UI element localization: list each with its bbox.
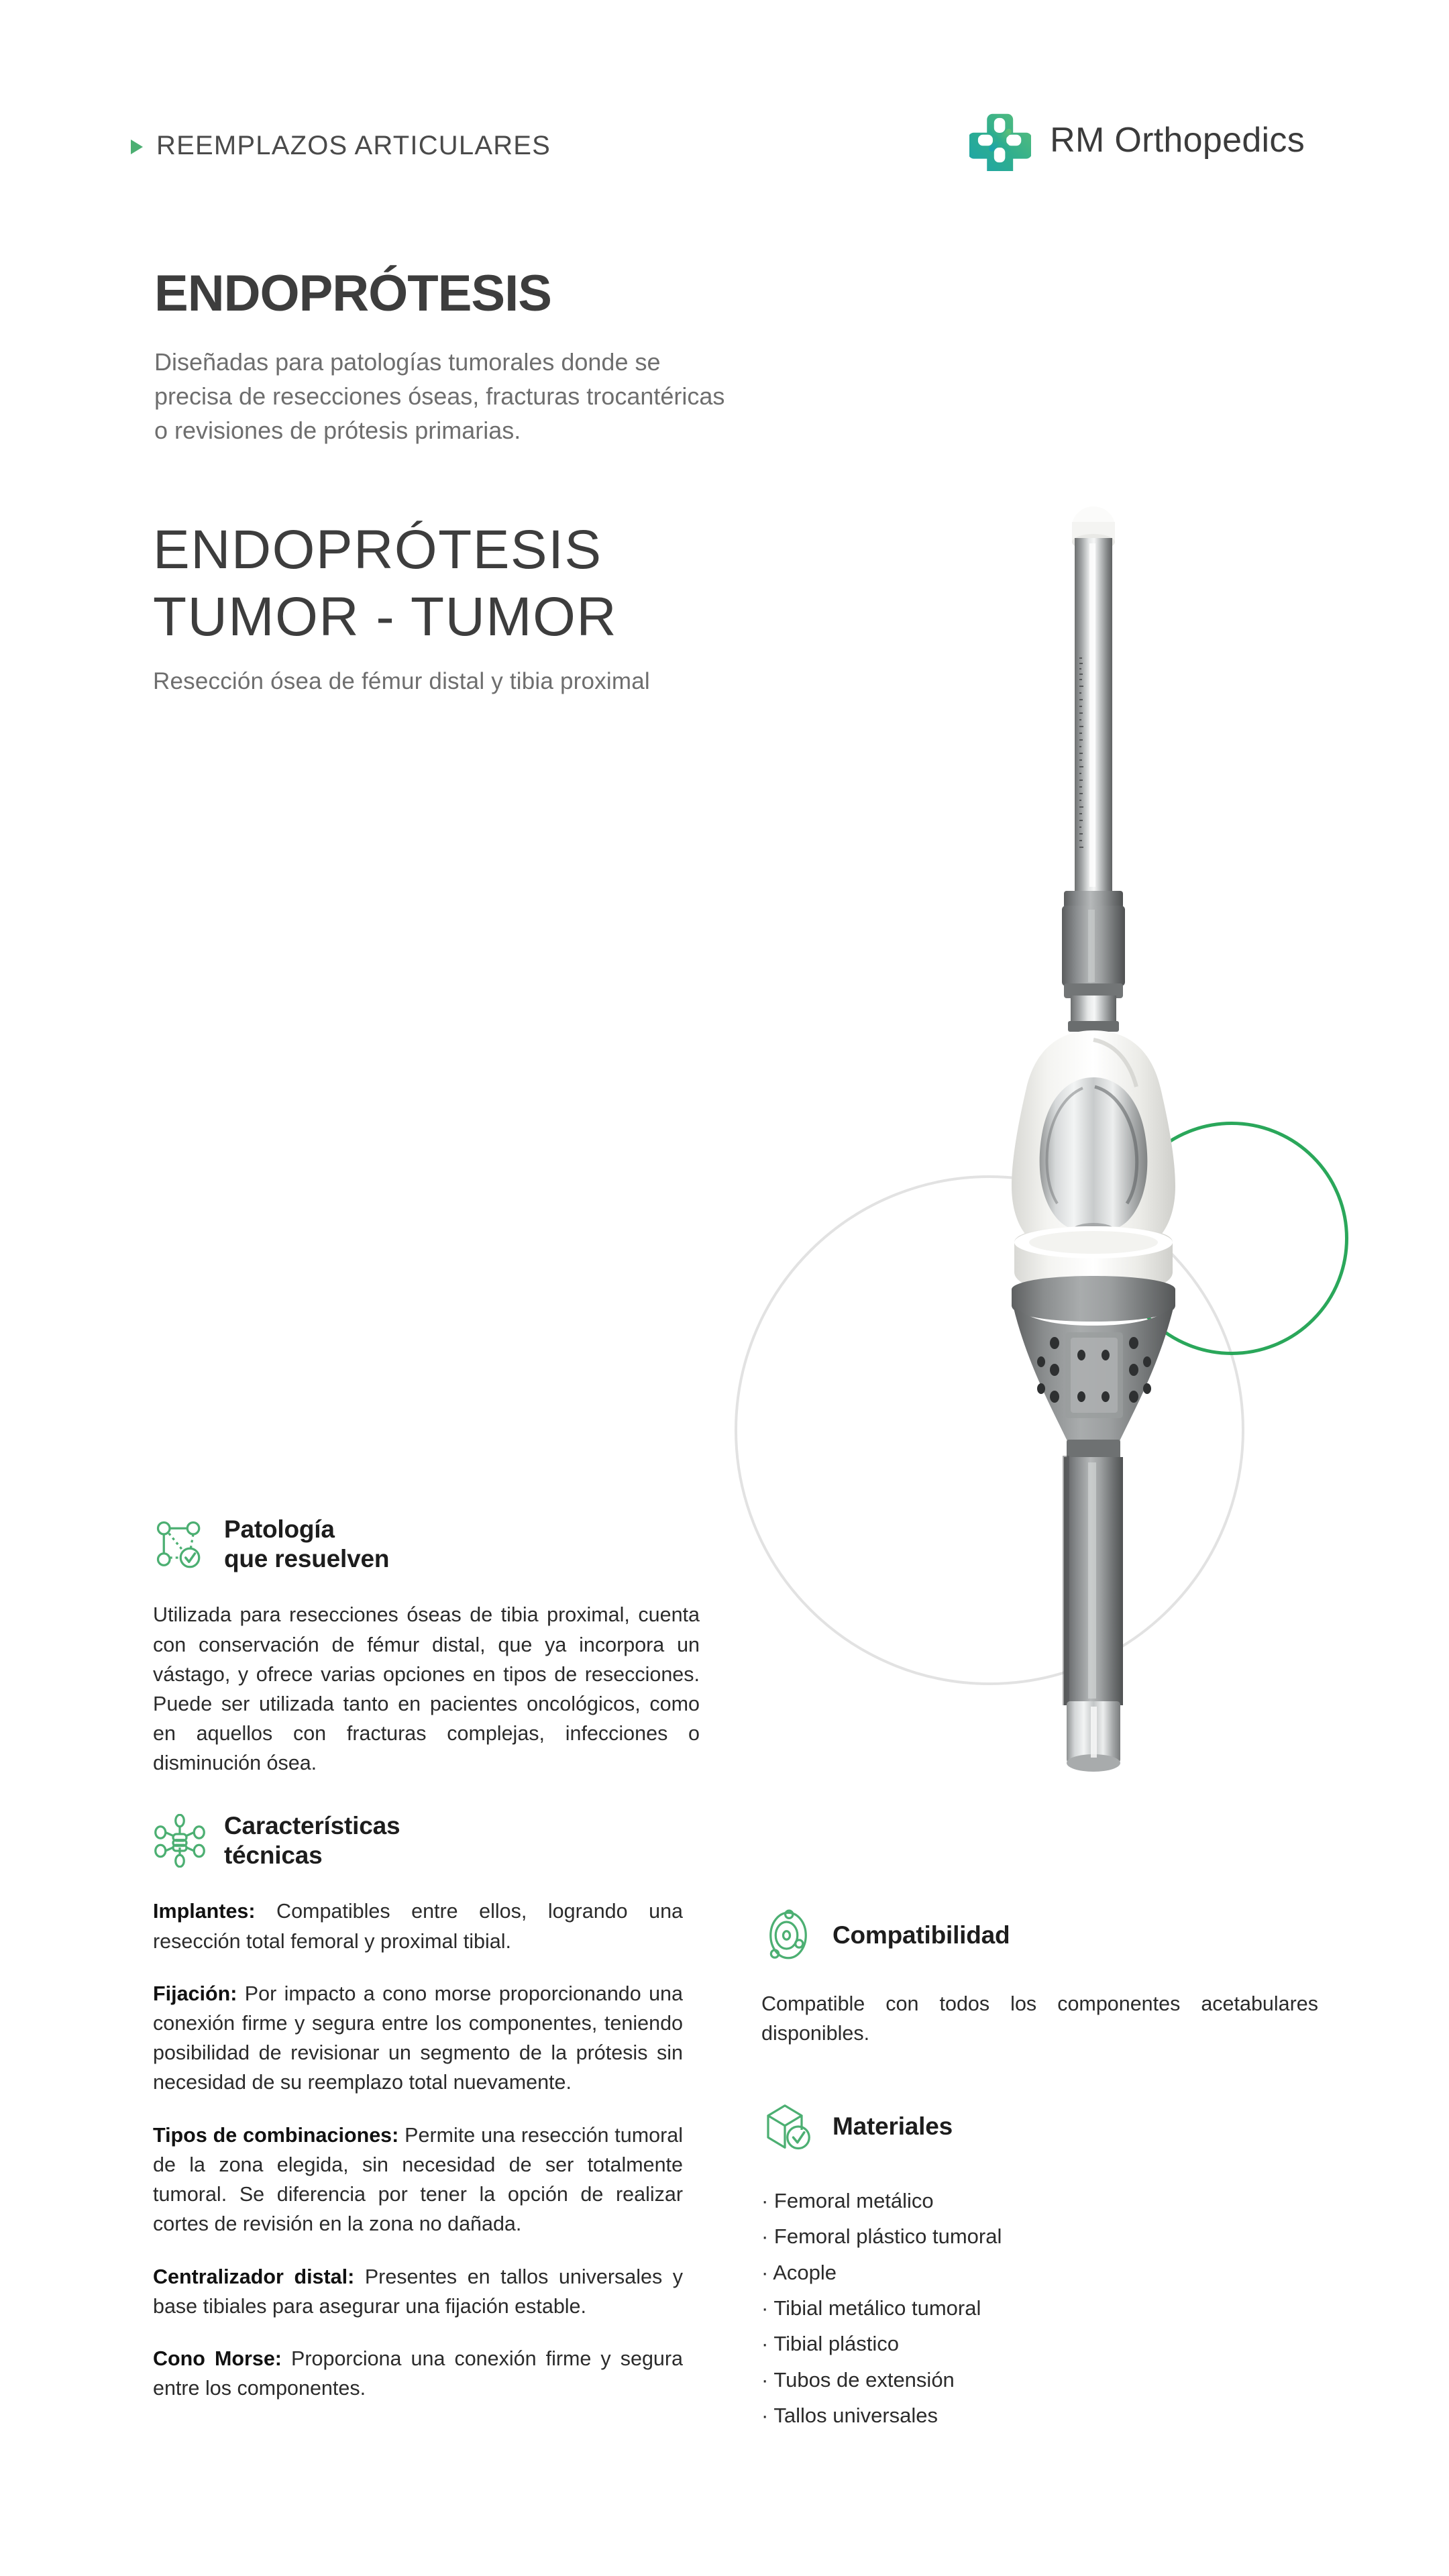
section-materiales bbox=[761, 2100, 1318, 2433]
section-compatibilidad bbox=[761, 1909, 1318, 2048]
tecnica-text: Proporciona una conexión firme y segura entre los componentes. bbox=[153, 2347, 683, 2400]
tecnica-item bbox=[153, 1896, 683, 1955]
intro-block bbox=[154, 265, 745, 447]
section-body bbox=[761, 1989, 1318, 2048]
material-item: · Tibial metálico tumoral bbox=[761, 2296, 981, 2320]
section-header bbox=[153, 1515, 700, 1573]
tecnica-item bbox=[153, 2262, 683, 2321]
tecnica-text: Por impacto a cono morse proporcionando una conexión firme y segura entre los componentes, teniendo posibilidad de revisionar un segmento de la prótesis sin necesidad de su reemplazo total nuevamente. bbox=[153, 1982, 683, 2094]
tecnica-label: Centralizador distal: bbox=[153, 2265, 355, 2288]
triangle-right-icon bbox=[131, 140, 143, 154]
section-title: Materiales bbox=[833, 2112, 953, 2141]
section-title-line2: que resuelven bbox=[224, 1544, 390, 1572]
implant-molecule-icon bbox=[153, 1814, 207, 1868]
section-caracteristicas-tecnicas bbox=[153, 1811, 683, 2403]
tecnica-text: Permite una resección tumoral de la zona elegida, sin necesidad de ser totalmente tumoral. Se diferencia por tener la opción de realizar cortes de revisión en la zona no dañada. bbox=[153, 2123, 683, 2236]
product-subtitle: Resección ósea de fémur distal y tibia proximal bbox=[153, 668, 650, 695]
tecnica-label: Fijación: bbox=[153, 1982, 237, 2005]
tecnica-text: Compatibles entre ellos, logrando una resección total femoral y proximal tibial. bbox=[153, 1900, 683, 1953]
page-header bbox=[0, 121, 1449, 205]
product-title-block bbox=[153, 517, 891, 695]
tecnica-item bbox=[153, 1979, 683, 2098]
section-header bbox=[153, 1811, 683, 1870]
medical-cross-logo-icon bbox=[969, 109, 1031, 171]
tecnicas-items bbox=[153, 1896, 683, 2403]
knee-endoprosthesis-illustration bbox=[939, 490, 1248, 1778]
patologia-paragraph: Utilizada para resecciones óseas de tibia proximal, cuenta con conservación de fémur distal, que ya incorpora un vástago, y ofrece varias opciones en tipos de resecciones. Puede ser utilizada tanto en pacientes oncológicos, como en aquellos con fracturas complejas, infecciones o disminución ósea. bbox=[153, 1603, 700, 1775]
section-header bbox=[761, 2100, 1318, 2153]
material-item: · Tubos de extensión bbox=[761, 2367, 955, 2392]
material-item: · Tibial plástico bbox=[761, 2332, 900, 2356]
section-title-line2: técnicas bbox=[224, 1841, 323, 1869]
tecnica-label: Implantes: bbox=[153, 1900, 256, 1923]
tecnica-label: Cono Morse: bbox=[153, 2347, 282, 2370]
atom-orbit-icon bbox=[761, 1909, 815, 1962]
product-title-line1: ENDOPRÓTESIS bbox=[153, 519, 602, 580]
section-title-line1: Patología bbox=[224, 1515, 335, 1543]
section-header bbox=[761, 1909, 1318, 1962]
product-title-line2: TUMOR - TUMOR bbox=[153, 586, 618, 648]
breadcrumb-label: REEMPLAZOS ARTICULARES bbox=[156, 131, 551, 160]
brand-lockup bbox=[969, 109, 1305, 171]
cube-check-icon bbox=[761, 2100, 815, 2153]
tecnica-text: Presentes en tallos universales y base tibiales para asegurar una fijación estable. bbox=[153, 2265, 684, 2318]
compatibilidad-paragraph: Compatible con todos los componentes acetabulares disponibles. bbox=[761, 1992, 1318, 2045]
section-body bbox=[153, 1600, 700, 1778]
material-item: · Femoral metálico bbox=[761, 2189, 934, 2212]
section-title bbox=[224, 1515, 389, 1573]
tecnica-item bbox=[153, 2344, 683, 2403]
tecnica-item bbox=[153, 2121, 683, 2239]
page-title: ENDOPRÓTESIS bbox=[154, 265, 551, 322]
material-item: · Femoral plástico tumoral bbox=[761, 2224, 1002, 2249]
materiales-list bbox=[761, 2183, 1318, 2433]
implant-product-image bbox=[939, 490, 1248, 1778]
section-title bbox=[224, 1811, 400, 1870]
network-nodes-check-icon bbox=[153, 1517, 207, 1571]
brand-name: RM Orthopedics bbox=[1050, 121, 1305, 160]
tecnica-label: Tipos de combinaciones: bbox=[153, 2123, 399, 2147]
section-title: Compatibilidad bbox=[833, 1921, 1010, 1949]
section-title-line1: Características bbox=[224, 1812, 400, 1839]
material-item: · Tallos universales bbox=[761, 2403, 938, 2427]
section-patologia bbox=[153, 1515, 700, 1778]
material-item: · Acople bbox=[761, 2260, 837, 2284]
intro-description: Diseñadas para patologías tumorales donde se precisa de resecciones óseas, fracturas trocantéricas o revisiones de prótesis primarias. bbox=[154, 348, 725, 445]
breadcrumb[interactable] bbox=[131, 131, 551, 161]
